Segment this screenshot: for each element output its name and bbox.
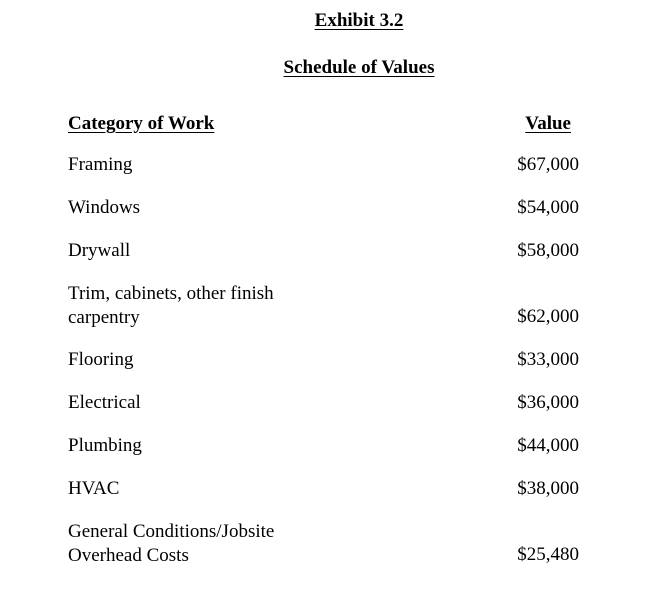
row-value: $62,000 xyxy=(517,306,579,327)
row-category: Electrical xyxy=(68,392,141,413)
row-value: $36,000 xyxy=(517,392,579,413)
row-category: Framing xyxy=(68,154,133,175)
row-category: HVAC xyxy=(68,478,120,499)
row-value: $44,000 xyxy=(517,435,579,456)
row-value: $25,480 xyxy=(517,544,579,565)
row-category: Drywall xyxy=(68,240,131,261)
column-header-category: Category of Work xyxy=(68,113,215,134)
row-category: Plumbing xyxy=(68,435,142,456)
schedule-title: Schedule of Values xyxy=(283,57,435,78)
row-value: $54,000 xyxy=(517,197,579,218)
row-category: Flooring xyxy=(68,349,134,370)
column-header-value: Value xyxy=(525,113,571,134)
row-value: $67,000 xyxy=(517,154,579,175)
row-value: $58,000 xyxy=(517,240,579,261)
row-category: Trim, cabinets, other finish carpentry xyxy=(68,283,274,328)
row-value: $33,000 xyxy=(517,349,579,370)
row-category: General Conditions/Jobsite Overhead Costs xyxy=(68,521,275,566)
row-value: $38,000 xyxy=(517,478,579,499)
exhibit-title: Exhibit 3.2 xyxy=(314,10,404,31)
row-category: Windows xyxy=(68,197,141,218)
